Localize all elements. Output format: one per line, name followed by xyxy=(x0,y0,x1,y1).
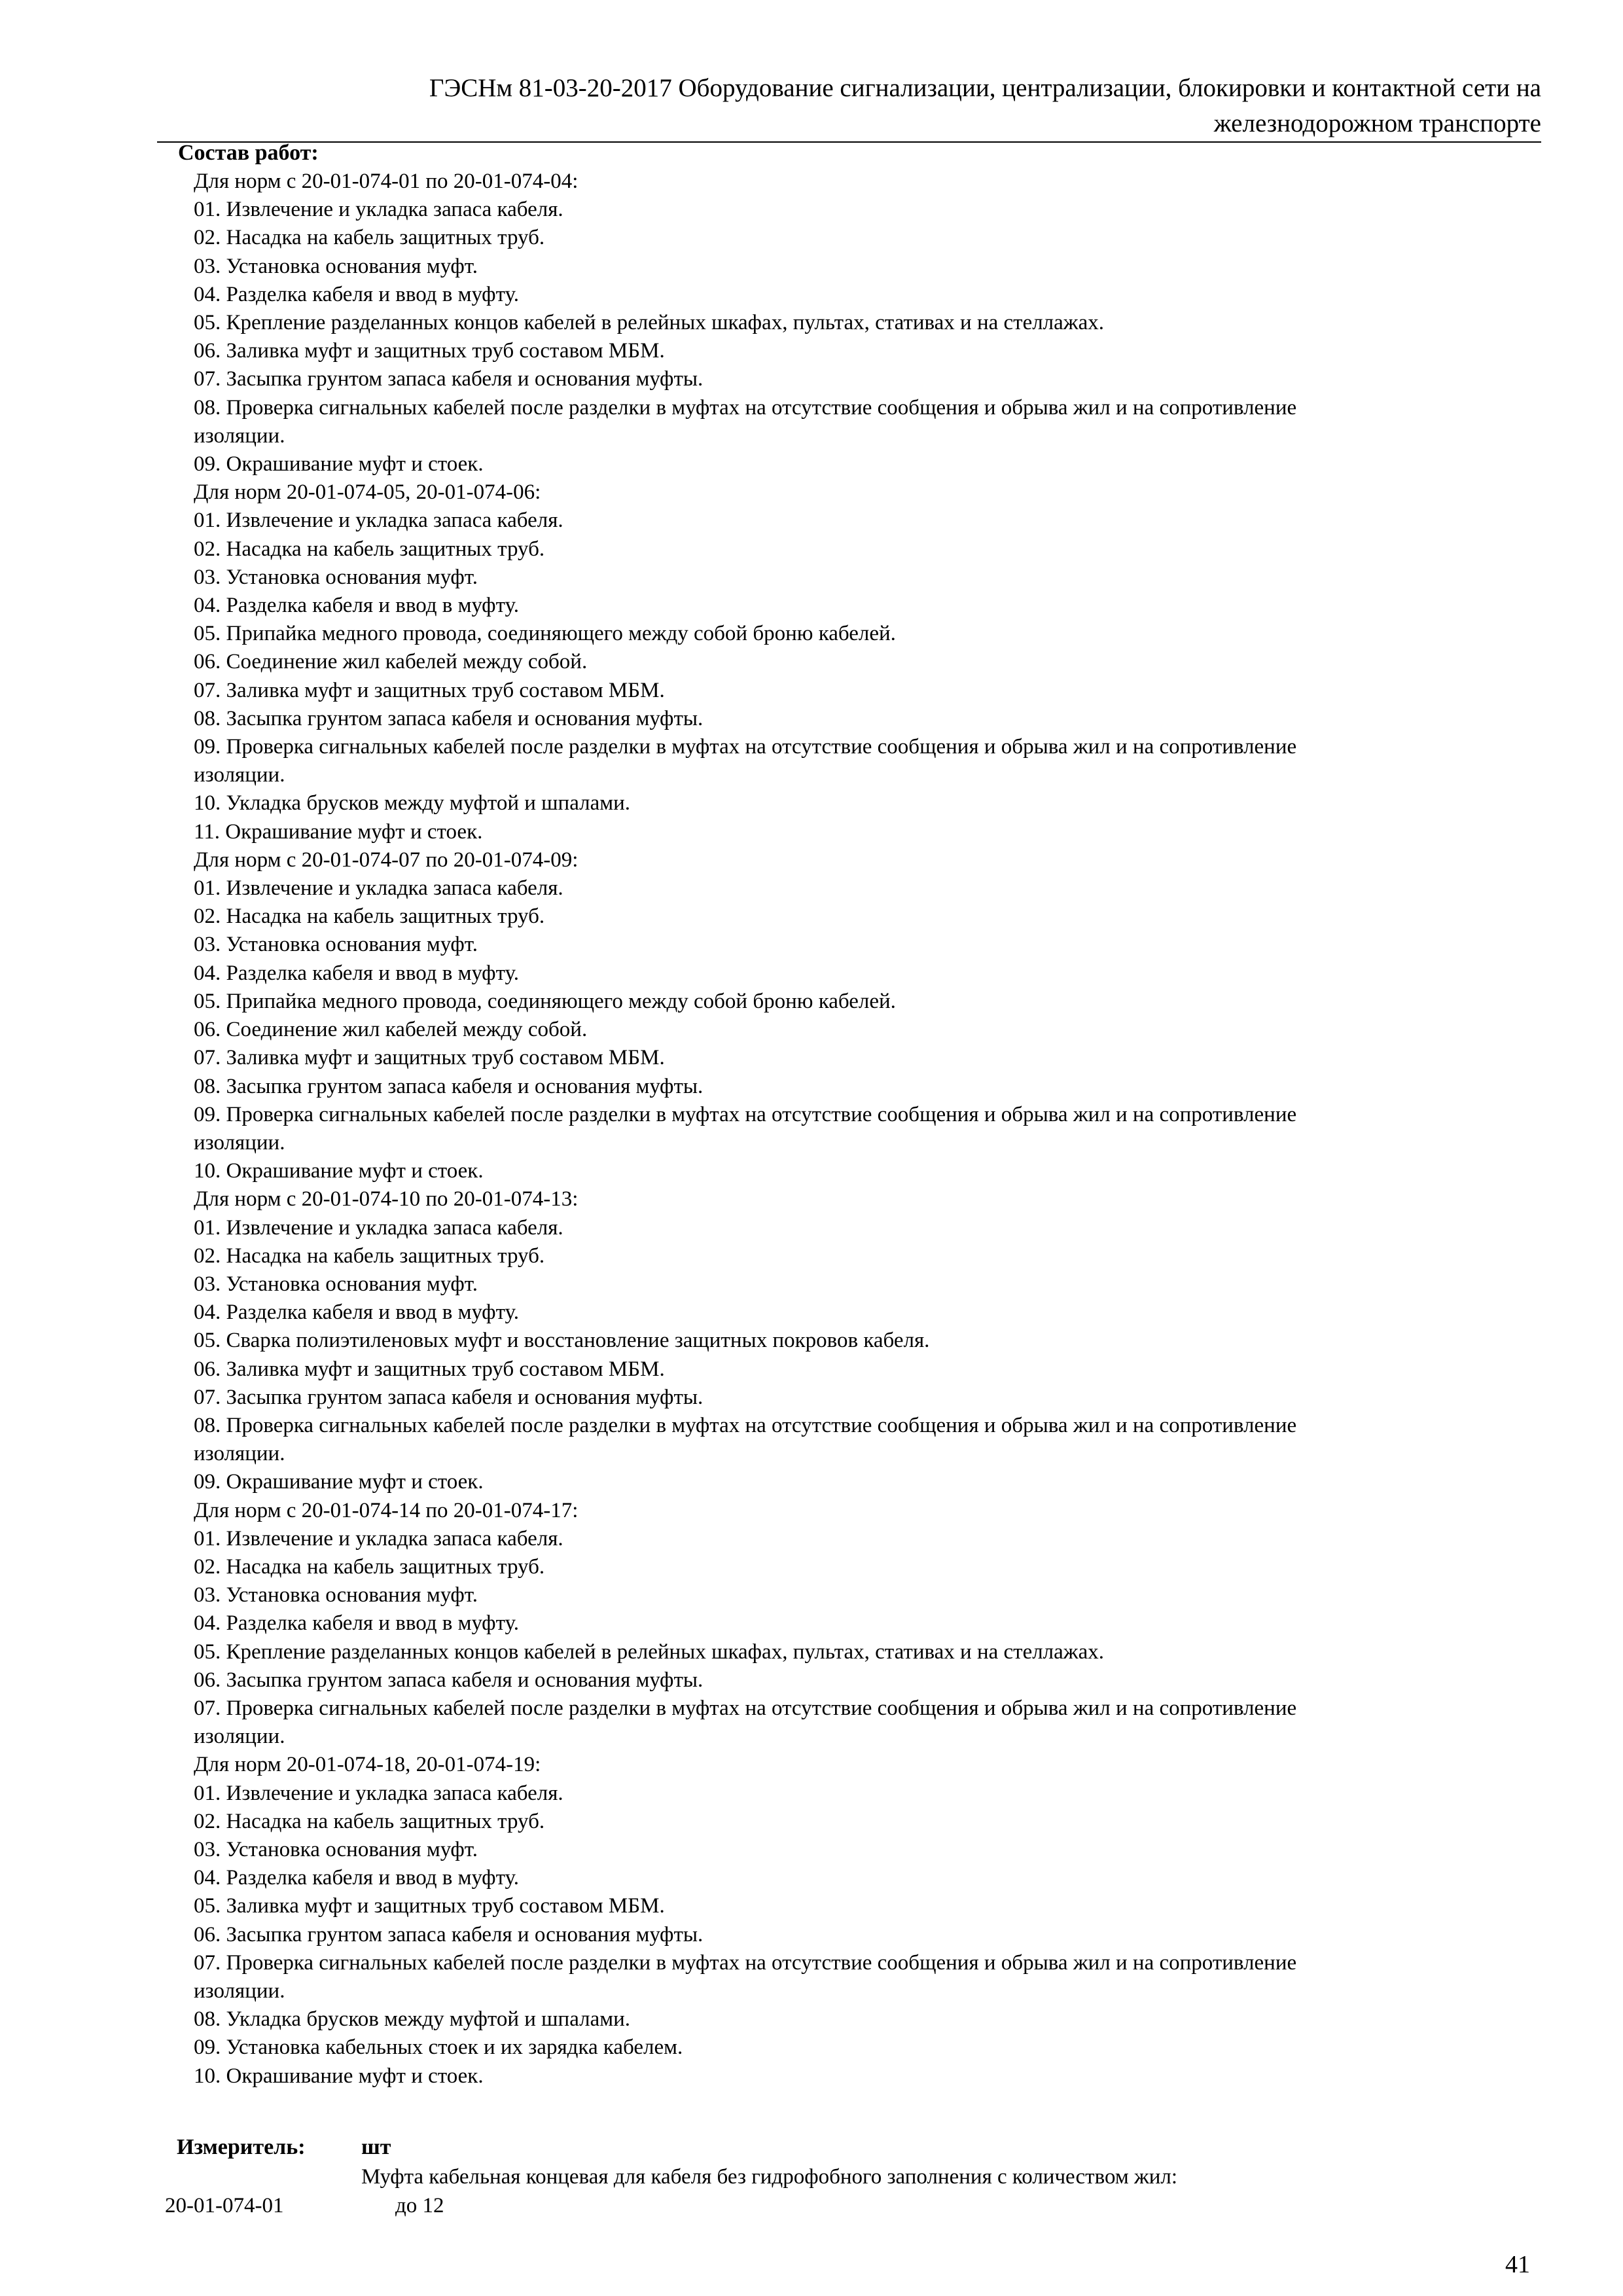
norm-code: 20-01-074-01 xyxy=(165,2194,284,2217)
work-line: 03. Установка основания муфт. xyxy=(194,933,478,957)
work-line: изоляции. xyxy=(194,763,285,787)
work-line: 09. Окрашивание муфт и стоек. xyxy=(194,1470,484,1494)
work-line: 05. Припайка медного провода, соединяющего между собой броню кабелей. xyxy=(194,622,896,646)
work-line: 09. Окрашивание муфт и стоек. xyxy=(194,452,484,476)
work-line: 07. Проверка сигнальных кабелей после разделки в муфтах на отсутствие сообщения и обрыва жил и на сопротивление xyxy=(194,1696,1297,1720)
work-line: 01. Извлечение и укладка запаса кабеля. xyxy=(194,1781,563,1805)
work-line: 03. Установка основания муфт. xyxy=(194,1837,478,1861)
work-line: 07. Засыпка грунтом запаса кабеля и основания муфты. xyxy=(194,1385,704,1409)
work-line: 05. Сварка полиэтиленовых муфт и восстановление защитных покровов кабеля. xyxy=(194,1329,930,1353)
work-line: 04. Разделка кабеля и ввод в муфту. xyxy=(194,1300,519,1325)
work-line: 04. Разделка кабеля и ввод в муфту. xyxy=(194,1611,519,1636)
work-line: Для норм с 20-01-074-10 по 20-01-074-13: xyxy=(194,1187,579,1211)
work-line: 05. Крепление разделанных концов кабелей в релейных шкафах, пультах, стативах и на стеллажах. xyxy=(194,311,1104,335)
work-line: 03. Установка основания муфт. xyxy=(194,565,478,589)
work-line: 03. Установка основания муфт. xyxy=(194,1272,478,1296)
work-line: 05. Припайка медного провода, соединяющего между собой броню кабелей. xyxy=(194,989,896,1013)
norm-value: до 12 xyxy=(395,2194,444,2217)
work-line: Для норм с 20-01-074-07 по 20-01-074-09: xyxy=(194,848,579,872)
work-line: 09. Установка кабельных стоек и их зарядка кабелем. xyxy=(194,2036,683,2060)
work-line: изоляции. xyxy=(194,423,285,448)
work-line: 05. Крепление разделанных концов кабелей в релейных шкафах, пультах, стативах и на стеллажах. xyxy=(194,1640,1104,1664)
work-line: 02. Насадка на кабель защитных труб. xyxy=(194,1809,545,1833)
work-line: 02. Насадка на кабель защитных труб. xyxy=(194,537,545,561)
work-line: 01. Извлечение и укладка запаса кабеля. xyxy=(194,509,563,533)
work-line: 05. Заливка муфт и защитных труб составом МБМ. xyxy=(194,1894,665,1918)
work-line: 11. Окрашивание муфт и стоек. xyxy=(194,819,483,844)
work-line: 10. Укладка брусков между муфтой и шпалами. xyxy=(194,791,631,816)
work-line: 07. Проверка сигнальных кабелей после разделки в муфтах на отсутствие сообщения и обрыва жил и на сопротивление xyxy=(194,1950,1297,1975)
meter-description: Муфта кабельная концевая для кабеля без гидрофобного заполнения с количеством жил: xyxy=(361,2165,1178,2189)
work-line: 01. Извлечение и укладка запаса кабеля. xyxy=(194,1526,563,1551)
work-line: 07. Заливка муфт и защитных труб составом МБМ. xyxy=(194,1046,665,1070)
work-line: 08. Проверка сигнальных кабелей после разделки в муфтах на отсутствие сообщения и обрыва жил и на сопротивление xyxy=(194,1413,1297,1437)
work-line: 10. Окрашивание муфт и стоек. xyxy=(194,1159,484,1183)
work-line: 08. Укладка брусков между муфтой и шпалами. xyxy=(194,2007,631,2032)
header-title-line-2: железнодорожном транспорте xyxy=(1213,109,1541,137)
work-line: 06. Соединение жил кабелей между собой. xyxy=(194,1018,588,1042)
work-composition-list xyxy=(194,168,1503,2090)
work-line: 06. Заливка муфт и защитных труб составом МБМ. xyxy=(194,339,665,363)
work-line: 01. Извлечение и укладка запаса кабеля. xyxy=(194,876,563,901)
work-line: 01. Извлечение и укладка запаса кабеля. xyxy=(194,1215,563,1240)
work-line: 09. Проверка сигнальных кабелей после разделки в муфтах на отсутствие сообщения и обрыва жил и на сопротивление xyxy=(194,735,1297,759)
work-line: Для норм с 20-01-074-01 по 20-01-074-04: xyxy=(194,170,579,193)
work-line: 09. Проверка сигнальных кабелей после разделки в муфтах на отсутствие сообщения и обрыва жил и на сопротивление xyxy=(194,1102,1297,1126)
work-line: 04. Разделка кабеля и ввод в муфту. xyxy=(194,961,519,985)
work-line: Для норм с 20-01-074-14 по 20-01-074-17: xyxy=(194,1498,579,1522)
section-title: Состав работ: xyxy=(178,141,319,165)
work-line: 01. Извлечение и укладка запаса кабеля. xyxy=(194,198,563,222)
work-line: изоляции. xyxy=(194,1130,285,1155)
work-line: 06. Засыпка грунтом запаса кабеля и основания муфты. xyxy=(194,1922,704,1946)
work-line: Для норм 20-01-074-18, 20-01-074-19: xyxy=(194,1753,541,1777)
work-line: 03. Установка основания муфт. xyxy=(194,1583,478,1607)
work-line: 02. Насадка на кабель защитных труб. xyxy=(194,1554,545,1579)
work-line: 06. Заливка муфт и защитных труб составом МБМ. xyxy=(194,1357,665,1381)
work-line: изоляции. xyxy=(194,1979,285,2003)
work-line: 02. Насадка на кабель защитных труб. xyxy=(194,226,545,250)
work-line: 10. Окрашивание муфт и стоек. xyxy=(194,2064,484,2088)
header-divider xyxy=(157,141,1541,143)
page-header xyxy=(157,71,1541,141)
work-line: 06. Соединение жил кабелей между собой. xyxy=(194,650,588,674)
work-line: 02. Насадка на кабель защитных труб. xyxy=(194,1244,545,1268)
work-line: 04. Разделка кабеля и ввод в муфту. xyxy=(194,1866,519,1890)
meter-unit: шт xyxy=(361,2135,391,2159)
work-line: 08. Засыпка грунтом запаса кабеля и основания муфты. xyxy=(194,706,704,730)
work-line: 03. Установка основания муфт. xyxy=(194,254,478,278)
meter-label: Измеритель: xyxy=(177,2135,306,2159)
work-line: 04. Разделка кабеля и ввод в муфту. xyxy=(194,282,519,306)
work-line: Для норм 20-01-074-05, 20-01-074-06: xyxy=(194,480,541,505)
work-line: изоляции. xyxy=(194,1442,285,1466)
page-number: 41 xyxy=(1505,2251,1530,2278)
work-line: 02. Насадка на кабель защитных труб. xyxy=(194,905,545,929)
work-line: 08. Проверка сигнальных кабелей после разделки в муфтах на отсутствие сообщения и обрыва жил и на сопротивление xyxy=(194,395,1297,420)
header-title-line-1: ГЭСНм 81-03-20-2017 Оборудование сигнализации, централизации, блокировки и контактной сети на xyxy=(429,74,1541,102)
work-line: 06. Засыпка грунтом запаса кабеля и основания муфты. xyxy=(194,1668,704,1692)
work-line: 08. Засыпка грунтом запаса кабеля и основания муфты. xyxy=(194,1074,704,1098)
work-line: 07. Заливка муфт и защитных труб составом МБМ. xyxy=(194,678,665,702)
work-line: изоляции. xyxy=(194,1725,285,1749)
work-line: 07. Засыпка грунтом запаса кабеля и основания муфты. xyxy=(194,367,704,391)
work-line: 04. Разделка кабеля и ввод в муфту. xyxy=(194,594,519,618)
